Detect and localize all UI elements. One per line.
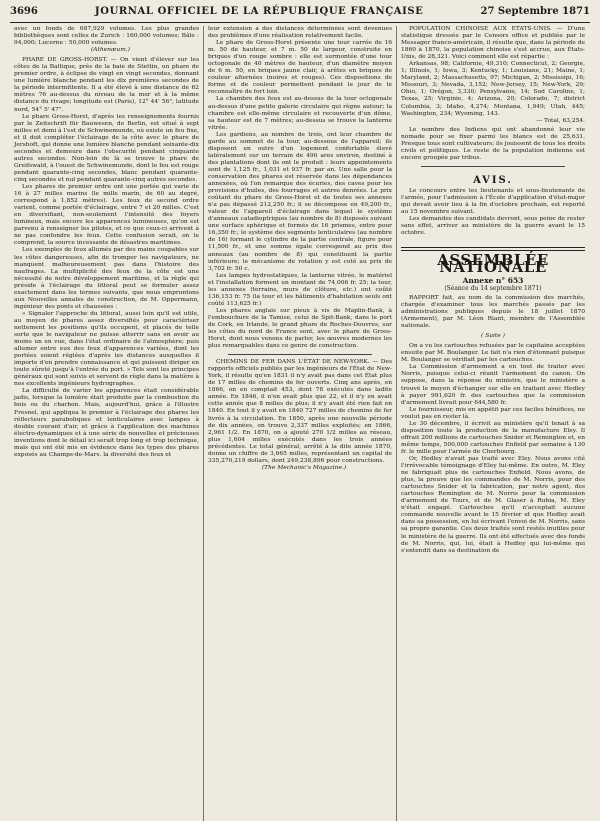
newspaper-title: JOURNAL OFFICIEL DE LA RÉPUBLIQUE FRANÇAISE (94, 6, 424, 17)
issue-date: 27 Septembre 1871 (480, 6, 590, 17)
columns (10, 26, 590, 821)
page-number: 3696 (10, 6, 38, 17)
paragraph: La chambre des feux est au-dessus de la tour octogonale au-dessus d'une petite galerie circulaire qui règne autour; la chambre est elle-même circulaire et recouverte d'un dôme, sa hauteur est de 7 mètres; au-dessus se trouve la lanterne vitrée. (208, 96, 392, 131)
column-3 (396, 26, 589, 821)
paragraph: RAPPORT fait, au nom de la commission des marchés, chargée d'examiner tous les marchés passés par les administrations publiques depuis le 18 juillet 1870 (Armement), par M. Léon Riant, membre de l'Assemblée nationale. (401, 294, 585, 330)
paragraph: Les lampes hydrostatiques, la lanterne vitrée, le matériel et l'installation forment un montant de 74,006 fr. 25; la tour, les annexes (terrains, murs de clôture, etc.) ont coûté 136,153 fr. 75 (la tour et les bâtiments d'habitation seuls ont coûté 113,625 fr.) (208, 272, 392, 307)
statistics-total: — Total, 63,254. (536, 117, 585, 124)
source-credit: (The Mechanic's Magazine.) (261, 464, 347, 471)
divider (421, 166, 565, 167)
suite-label: ( Suite ) (481, 333, 505, 340)
assemblee-heading: ASSEMBLÉE NATIONALE (437, 250, 549, 276)
paragraph: CHEMINS DE FER DANS L'ÉTAT DE NEW-YORK. — Des rapports officiels publiés par les ingénieurs de l'État de New-York, il résulte qu'en 1831 il n'y avait pas dans cet État plus de 17 milles de chemins de fer ouverts. Cinq ans après, en 1866, on en comptait 453, dont 78 exécutés dans ladite année. En 1846, il n'en avait plus que 22, et il n'y en avait cette année que 8 milles de plus; il n'y avait été rien fait en 1840. En tout il y avait en 1840 727 milles de chemins de fer livrés à la circulation. En 1850, après une nouvelle période de dix années, on trouve 2,337 milles exploités; en 1866, 2,961 1/2. En 1870, on a ajouté 270 1/2 milles au réseau, plus 1,604 milles exécutés dans les trois années précédentes. Le total général, arrêté à la dite année 1870, donne un chiffre de 3,665 milles, représentant un capital de 335,270,219 dollars, dont 249,238,896 pour constructions. (208, 359, 392, 464)
paragraph: Les phares anglais sur pieux à vis de Maplin-Bank, à l'embouchure de la Tamise, celui de Spit-Bank, dans le port de Cork, en Irlande, le grand phare de Roches-Douvres, sur les côtes du nord de France sont, avec le phare de Gross-Horst, dont nous venons de parler, les œuvres modernes les plus remarquables dans ce genre de construction. (208, 307, 392, 350)
column-2 (203, 26, 396, 821)
paragraph: Le 30 décembre, il écrivit au ministère qu'il tenait à sa disposition toute la production de la manufacture Eley. Il offrait 200 millions de cartouches Snider et Remington et, en même temps, 500,000 cartouches Enfield par semaine à 130 fr. le mille pour l'armée de Cherbourg. (401, 420, 585, 455)
source-credit: (Athenæum.) (91, 47, 130, 54)
annexe-number: Annexe n° 653 (462, 275, 524, 285)
paragraph: Les phares de premier ordre ont une portée qui varie de 16 à 27 milles marins (le mille marin, de 60 au degré, correspond à 1,852 mètres). Les feux de second ordre varient, comme portée d'éclairage, entre 7 et 20 milles. C'est en diversifiant, non-seulement l'intensité des foyers lumineux, mais encore les apparences lumineuses, qu'on est parvenu à renseigner les pilotes, et ce que ceux-ci arrivent à ne pas confondre les feux. Cette confusion serait, on le comprend, la source incessante de désastres maritimes. (14, 184, 199, 247)
paragraph: La difficulté de varier les apparences était considérable jadis, lorsque la lumière était produite par la combustion du bois ou du charbon. Mais, aujourd'hui, grâce à l'illustre Fresnel, qui appliqua le premier à l'éclairage des phares les réflecteurs paraboliques et lenticulaires avec lampes à double courant d'air, et grâce à l'application des machines électro-dynamiques et à une série de nouvelles et précieuses inventions dont le détail ici serait trop long et trop technique, mais qui ont été mis en évidence dans les types des phares exposés au Champs-de-Mars. la diversité des feux et (14, 388, 199, 458)
paragraph: Les demandes des candidats devront, sous peine de rester sans effet, arriver au ministère de la guerre avant le 15 octobre. (401, 216, 585, 237)
paragraph: leur extension à des distances déterminées sont devenues des problèmes d'une réalisation relativement facile. (208, 26, 392, 40)
paragraph: Le concours entre les lieutenants et sous-lieutenants de l'armée, pour l'admission à l'École d'application d'état-major qui devait avoir lieu à la fin d'octobre prochain, est reporté au 15 novembre suivant. (401, 187, 585, 216)
page-header (10, 6, 590, 23)
paragraph: On a vu les cartouches refusées par le capitaine acceptées ensuite par M. Boulanger. Le fait n'a rien d'étonnant puisque M. Boulanger se vérifiait par les cartouches. (401, 343, 585, 364)
avis-heading: AVIS. (473, 174, 513, 186)
paragraph: Le fournisseur, mis en appétit par ces faciles bénéfices, ne voulut pas en rester là. (401, 406, 585, 420)
paragraph: Le phare de Gross-Horst présente une tour carrée de 16 m. 50 de hauteur, et 7 m. 50 de largeur, construite en briques d'un rouge sombre : elle est surmontée d'une tour octogonale de 40 mètres de hauteur, d'un diamètre moyen de 6 m. 50, en briques jaune clair, à arêtes en briques de couleur alternées (noires et rouges). Ces dispositions de forme et de couleur permettent pendant le jour de le reconnaître de fort loin. (208, 40, 392, 96)
paragraph: Le phare Gross-Horst, d'après les renseignements fournis par le Zeitschrift für Bauwesen, de Berlin, est situé à sept milles et demi à l'est de Schwinemunde, où existe un feu fixe, et il doit compléter l'éclairage de la côte avec le phare de Jershoft, qui donne une lumière blanche pendant soixante-dix secondes et demeure dans l'obscurité pendant cinquante autres secondes. Non-loin de là se trouve le phare de Greifswald, à l'ouest de Schwinemunde, dont le feu est rouge pendant quarante-cinq secondes, blanc pendant quarante-cinq secondes et nul pendant quarante-cinq autres secondes. (14, 113, 199, 183)
statistics-list: Arkansas, 98; Californie, 49,310; Connecticut, 2; Georgie, 1; Illinois, 1; Iowa, 3; Kentucky, 1; Louisiane, 21; Maine, 1; Maryland, 2; Massachusetts, 97; Michigan, 2; Mississipi, 16; Missouri, 3; Nevada, 3,152; New-Jersey, 15; New-York, 29; Ohio, 1; Orégon, 3,330; Pensylvanie, 14; Sud Caroline, 1; Texas, 25; Virginie, 4; Arizona, 20; Colorado, 7; district Columbia, 3; Idaho, 4,274; Montana, 1,949; Utah, 445; Washington, 234; Wyoming, 143. (401, 61, 585, 117)
paragraph: Or, Hedley n'avait pas traité avec Eley. Nous avons cité l'irrévocable témoignage d'Eley lui-même. En outre, M. Eley ne fabriquait plus de cartouches Enfield. Nous avons, de plus, la preuve que les commandes de M. Norris, pour des cartouches Snider et la fabrication, par notre agent, des cartouches Remington de M. Norris pour la commission d'armement de Tours, et de M. Glaser à Rubia, M. Eley n'était engagé. Cartouches qu'il n'acceptait aucune commande nouvelle avant le 15 février et que Hedley avait dans sa possession, en lui écrivant l'envoi de M. Norris, sans sa propre garantie. Ces deux traités sont restés inutiles pour le ministère de la guerre. Ils ont été effectués avec des fonds de M. Norris, qui, lui, était à Hedley qui lui-même qui s'entendit dans sa destination de (401, 455, 585, 554)
paragraph: avec un fonds de 687,929 volumes. Les plus grandes bibliothèques sont celles de Zurich : 160,000 volumes; Bâle : 94,000; Lucerne : 50,000 volumes. (14, 26, 199, 47)
paragraph: POPULATION CHINOISE AUX ÉTATS-UNIS. — D'une statistique dressée par le Censors office et publiée par le Messager franco-américain, il résulte que, dans la période de 1860 à 1870, la population chinoise s'est accrue, aux États-Unis, de 28,321. Voici comment elle est répartie : (401, 26, 585, 61)
paragraph: Les exemples de feux allumés par des mains coupables sur les côtes dangereuses, afin de tromper les navigateurs, ne manquent malheureusement pas dans l'histoire des naufrages. La multiplicité des feux de la côte est une nécessité de notre développement maritime, et la règle qui préside à l'éclairage du littoral peut se formuler assez exactement dans les termes suivants, que nous empruntons aux Nouvelles annales de construction, de M. Oppermann, ingénieur des ponts et chaussées : (14, 247, 199, 310)
paragraph: La Commission d'armement a en tout de traiter avec Norris, puisque celui-ci réunit l'armement du canon. On suppose, dans la réponse du ministre, que le ministère a trouvé le moyen d'échanger sur elle en traitant avec Hedley à payer 991,620 fr. des cartouches que la commission d'armement livrait pour 644,580 fr. (401, 364, 585, 406)
paragraph: PHARE DE GROSS-HORST. — On vient d'élever sur les côtes de la Baltique, près de la baie de Stettin, un phare de premier ordre, à éclipse de vingt en vingt secondes, donnant une lumière blanche pendant les dix premières secondes de la période intermittente. Il a été élevé à une distance de 62 mètres 76 au-dessus du niveau de la mer et à la même distance du rivage; longitude est (Paris), 12° 44' 56", latitude nord, 54° 5' 47". (14, 57, 199, 113)
column-1 (10, 26, 203, 821)
paragraph: « Signaler l'approche du littoral, aussi loin qu'il est utile, au moyen de phares assez diversifiés pour caractériser nettement les positions qu'ils occupent, et placés de telle sorte que le navigateur ne puisse atterrir sans en avoir au moins un en vue, dans l'état ordinaire de l'atmosphère; puis allumer entre eux des feux d'apparences variées, dont les portées soient réglées d'après les distances auxquelles il importe d'en prendre connaissance et qui puissent diriger en toute sûreté jusqu'à l'entrée du port. » Tels sont les principes généraux qui sont suivis et servent de règle dans la matière à nos excellents ingénieurs hydrographes. (14, 310, 199, 388)
divider (228, 354, 372, 355)
seance-date: (Séance du 14 septembre 1871) (444, 284, 542, 292)
paragraph: Les gardiens, au nombre de trois, ont leur chambre de garde au sommet de la tour, au-dessous de l'appareil; ils disposent en outre d'un logement confortable élevé latéralement sur un terrain de 490 ares environ, destiné à des plantations dont ils ont le produit : leurs appointements sont de 1,125 fr., 1,031 et 937 fr. par an. Une salle pour la conservation des phares est réservée dans les dépendances annexées, où l'on remarque des écuries, des caves pour les provisions d'huiles, des fourrages et autres denrées. Le prix coûtant du phare de Gross-Horst et de toutes ses annexes n'a pas dépassé 212,250 fr.; il se décompose en 49,200 fr., valeur de l'appareil d'éclairage dans lequel le système d'anneaux catadioptriques (au nombre de 8) disposés suivant une surface sphérique et formés de 16 prismes, entre pour 16,350 fr.; le système des segments lenticulaires (au nombre de 16) formant le cylindre de la partie centrale, figure pour 11,500 fr., et une somme égale correspond au prix des anneaux (au nombre de 8) qui constituent la partie inférieure; le mécanisme de rotation y est coté au prix de 3,702 fr. 50 c. (208, 131, 392, 272)
paragraph: Le nombre des Indiens qui ont abandonné leur vie nomade pour se fixer parmi les blancs est de 25,631. Presque tous sont cultivateurs; ils jouissent de tous les droits civils et politiques. Le reste de la population indienne est encore groupée par tribus. (401, 126, 585, 161)
